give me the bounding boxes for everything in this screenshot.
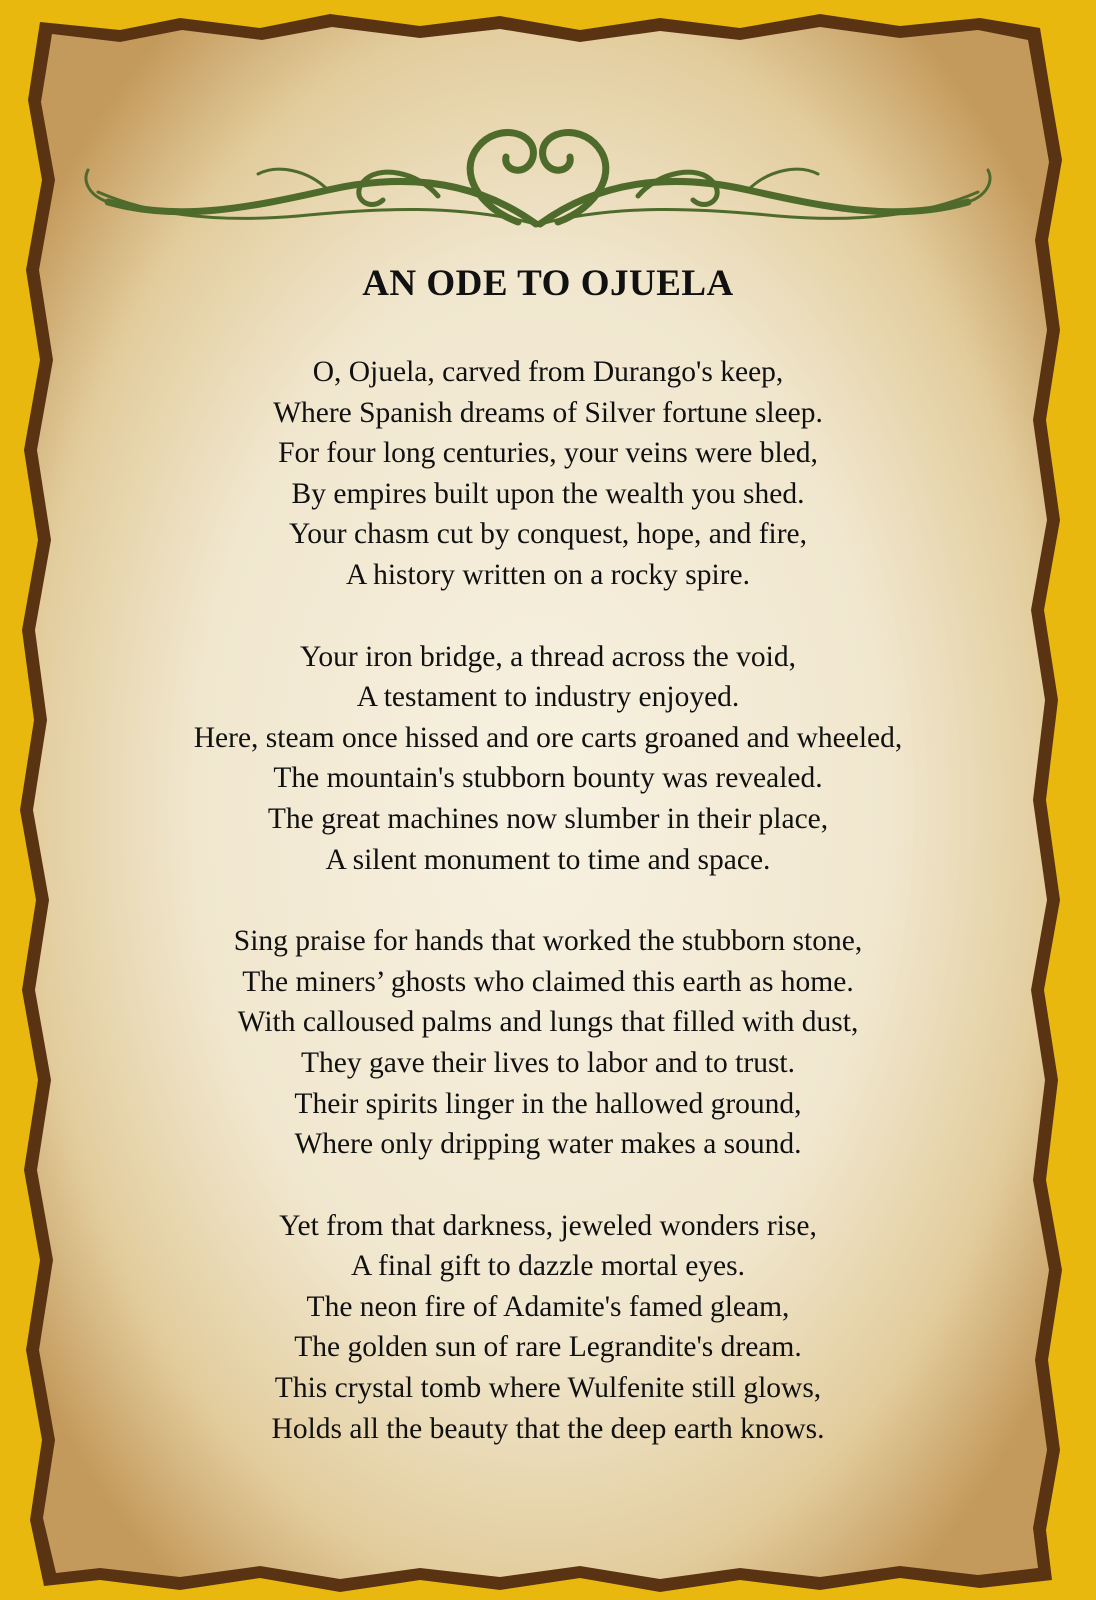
poem-line: Where only dripping water makes a sound. [294,1128,802,1161]
stanza [60,1206,1036,1450]
poem-line: The neon fire of Adamite's famed gleam, [306,1290,790,1323]
poem-line: By empires built upon the wealth you shed. [291,477,805,510]
poem-line: A final gift to dazzle mortal eyes. [350,1250,745,1283]
poem-line: Your iron bridge, a thread across the void, [300,640,796,673]
poem-line: Where Spanish dreams of Silver fortune sleep. [273,396,823,429]
poem-line: A history written on a rocky spire. [346,558,750,591]
poem-line: Their spirits linger in the hallowed ground, [294,1087,802,1120]
poem-line: A silent monument to time and space. [325,843,771,876]
poem-line: Here, steam once hissed and ore carts groaned and wheeled, [193,721,903,754]
poem-body [60,352,1036,1490]
stanza [60,637,1036,881]
poem-line: The great machines now slumber in their place, [267,802,829,835]
poem-title: AN ODE TO OJUELA [362,263,734,304]
stanza [60,921,1036,1165]
poem-line: The mountain's stubborn bounty was revealed. [273,762,823,795]
poem-line: For four long centuries, your veins were bled, [278,437,818,470]
poem-page [60,0,1036,1600]
poem-line: Sing praise for hands that worked the stubborn stone, [233,925,863,958]
poem-line: Yet from that darkness, jeweled wonders rise, [279,1209,817,1242]
poem-line: Your chasm cut by conquest, hope, and fire, [288,518,808,551]
poem-line: A testament to industry enjoyed. [356,681,740,714]
stanza [60,352,1036,596]
poem-line: With calloused palms and lungs that filled with dust, [237,1006,859,1039]
poem-line: Holds all the beauty that the deep earth knows. [271,1412,825,1445]
poem-line: O, Ojuela, carved from Durango's keep, [312,356,784,388]
poem-line: The miners’ ghosts who claimed this earth as home. [242,965,854,998]
poem-line: This crystal tomb where Wulfenite still glows, [274,1372,822,1405]
poem-line: They gave their lives to labor and to trust. [301,1046,795,1079]
poem-line: The golden sun of rare Legrandite's dream. [294,1331,802,1364]
